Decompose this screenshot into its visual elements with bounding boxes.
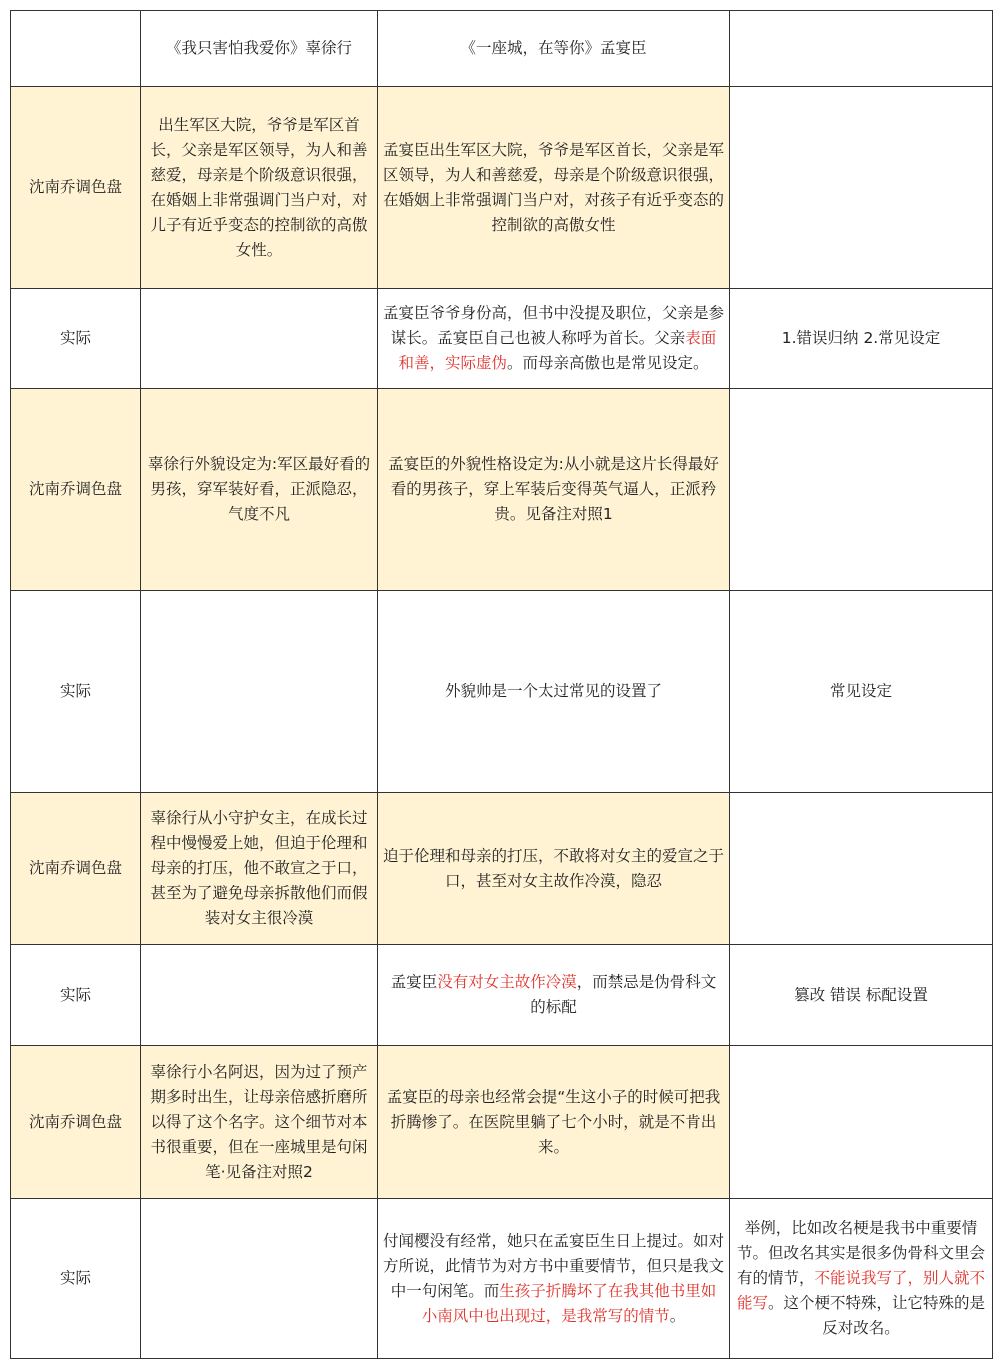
cell-text: ，而禁忌是伪骨科文的标配 [530,973,717,1016]
notes-cell [730,1199,993,1359]
highlight-text: 不能说我写了，别人就不能写 [736,1269,986,1312]
table-row [11,1199,993,1359]
notes-cell: 1.错误归纳 2.常见设定 [730,289,993,389]
table-row [11,793,993,945]
notes-cell [730,1046,993,1199]
header-book2: 《一座城，在等你》孟宴臣 [378,11,730,87]
cell-text: 孟宴臣爷爷身份高，但书中没提及职位，父亲是参谋长。孟宴臣自己也被人称呼为首长。父亲 [383,304,725,347]
header-notes [730,11,993,87]
highlight-text: 生孩子折腾坏了在我其他书里如小南风中也出现过，是我常写的情节 [421,1281,717,1325]
row-label: 沈南乔调色盘 [11,87,141,289]
cell-text: 。而母亲高傲也是常见设定。 [507,354,709,372]
header-corner [11,11,141,87]
cell-text: 。这个梗不特殊，让它特殊的是反对改名。 [768,1294,986,1337]
book1-cell [141,1199,378,1359]
book2-cell: 外貌帅是一个太过常见的设置了 [378,591,730,793]
row-label: 实际 [11,591,141,793]
book2-cell: 孟宴臣的母亲也经常会提“生这小子的时候可把我折腾惨了。在医院里躺了七个小时，就是不肯出来。 [378,1046,730,1199]
book1-cell: 辜徐行小名阿迟，因为过了预产期多时出生，让母亲倍感折磨所以得了这个名字。这个细节对本书很重要，但在一座城里是句闲笔·见备注对照2 [141,1046,378,1199]
book2-cell: 迫于伦理和母亲的打压，不敢将对女主的爱宣之于口，甚至对女主故作冷漠，隐忍 [378,793,730,945]
book2-cell [378,1199,730,1359]
book1-cell [141,289,378,389]
book1-cell: 辜徐行外貌设定为:军区最好看的男孩，穿军装好看，正派隐忍，气度不凡 [141,389,378,591]
row-label: 实际 [11,289,141,389]
book2-cell: 孟宴臣的外貌性格设定为:从小就是这片长得最好看的男孩子，穿上军装后变得英气逼人，正派矜贵。见备注对照1 [378,389,730,591]
cell-text: 付闻樱没有经常，她只在孟宴臣生日上提过。如对方所说，此情节为对方书中重要情节，但只是我文中一句闲笔。而 [383,1231,725,1300]
row-label: 实际 [11,945,141,1046]
notes-cell [730,87,993,289]
book2-cell: 孟宴臣出生军区大院，爷爷是军区首长，父亲是军区领导，为人和善慈爱，母亲是个阶级意识很强，在婚姻上非常强调门当户对，对孩子有近乎变态的控制欲的高傲女性 [378,87,730,289]
book1-cell [141,945,378,1046]
notes-cell [730,793,993,945]
highlight-text: 表面和善，实际虚伪 [398,329,717,372]
table-row [11,1046,993,1199]
notes-cell [730,389,993,591]
row-label: 沈南乔调色盘 [11,389,141,591]
book1-cell: 出生军区大院，爷爷是军区首长，父亲是军区领导，为人和善慈爱，母亲是个阶级意识很强，在婚姻上非常强调门当户对，对儿子有近乎变态的控制欲的高傲女性。 [141,87,378,289]
book1-cell [141,591,378,793]
table-row [11,389,993,591]
notes-cell: 篡改 错误 标配设置 [730,945,993,1046]
cell-text: 举例，比如改名梗是我书中重要情节。但改名其实是很多伪骨科文里会有的情节， [736,1219,985,1287]
table-row [11,945,993,1046]
table-row [11,289,993,389]
comparison-table [10,10,993,1359]
row-label: 沈南乔调色盘 [11,1046,141,1199]
book2-cell [378,289,730,389]
notes-cell: 常见设定 [730,591,993,793]
cell-text: 。 [669,1306,686,1325]
row-label: 沈南乔调色盘 [11,793,141,945]
highlight-text: 没有对女主故作冷漠 [437,973,577,991]
table-header-row [11,11,993,87]
table-row [11,87,993,289]
row-label: 实际 [11,1199,141,1359]
book2-cell [378,945,730,1046]
cell-text: 孟宴臣 [390,973,438,991]
header-book1: 《我只害怕我爱你》辜徐行 [141,11,378,87]
table-row [11,591,993,793]
book1-cell: 辜徐行从小守护女主，在成长过程中慢慢爱上她，但迫于伦理和母亲的打压，他不敢宣之于口，甚至为了避免母亲拆散他们而假装对女主很冷漠 [141,793,378,945]
